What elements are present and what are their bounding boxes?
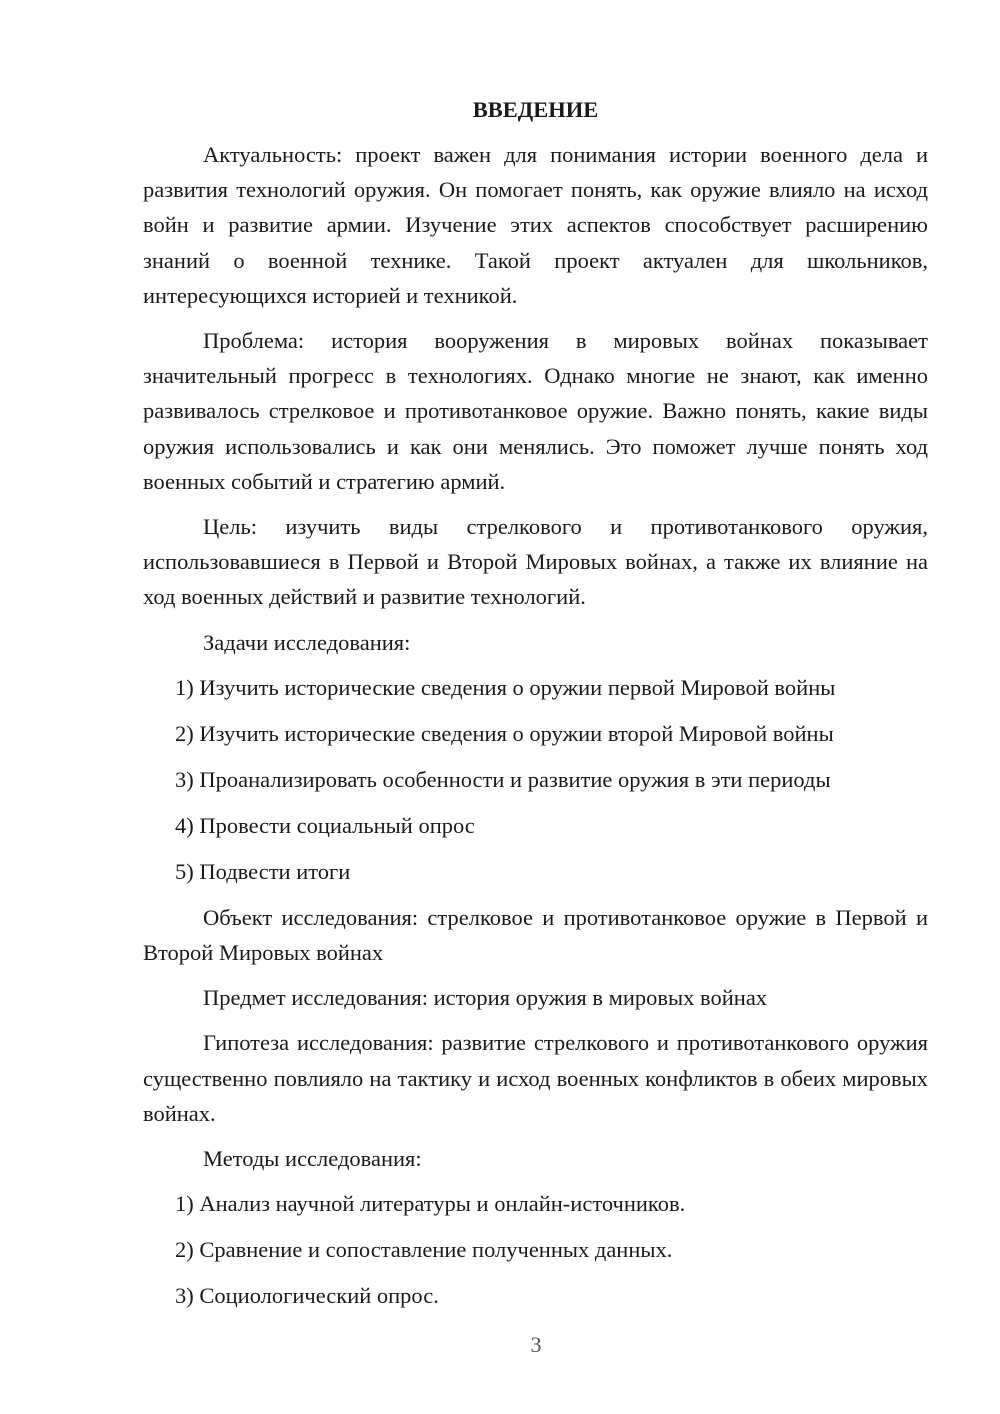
list-item: 3) Проанализировать особенности и развитие оружия в эти периоды	[175, 766, 831, 792]
problem-paragraph: Проблема: история вооружения в мировых войнах показывает значительный прогресс в технологиях. Однако многие не знают, как именно развивалось стрелковое и противотанковое оружие. Важно понять, какие виды оружия использовались и как они менялись. Это поможет лучше понять ход военных событий и стратегию армий.	[143, 328, 928, 494]
methods-heading: Методы исследования:	[203, 1146, 422, 1172]
list-item: 1) Изучить исторические сведения о оружии первой Мировой войны	[175, 674, 836, 700]
list-item: 1) Анализ научной литературы и онлайн-источников.	[175, 1191, 686, 1217]
relevance-paragraph: Актуальность: проект важен для понимания истории военного дела и развития технологий оружия. Он помогает понять, как оружие влияло на исход войн и развитие армии. Изучение этих аспектов способствует расширению знаний о военной технике. Такой проект актуален для школьников, интересующихся историей и техникой.	[143, 142, 928, 308]
page-number: 3	[530, 1332, 542, 1357]
tasks-heading: Задачи исследования:	[203, 629, 411, 655]
list-item: 4) Провести социальный опрос	[175, 812, 475, 838]
list-item: 2) Сравнение и сопоставление полученных данных.	[175, 1237, 673, 1263]
subject-paragraph: Предмет исследования: история оружия в мировых войнах	[203, 985, 768, 1011]
section-title: ВВЕДЕНИЕ	[472, 97, 599, 122]
tasks-list	[143, 670, 928, 889]
object-paragraph: Объект исследования: стрелковое и противотанковое оружие в Первой и Второй Мировых войнах	[143, 904, 928, 966]
list-item: 3) Социологический опрос.	[175, 1283, 439, 1309]
page-content	[143, 92, 928, 1324]
hypothesis-paragraph: Гипотеза исследования: развитие стрелкового и противотанкового оружия существенно повлияло на тактику и исход военных конфликтов в обеих мировых войнах.	[143, 1030, 928, 1126]
list-item: 5) Подвести итоги	[175, 858, 351, 884]
goal-paragraph: Цель: изучить виды стрелкового и противотанкового оружия, использовавшиеся в Первой и Второй Мировых войнах, а также их влияние на ход военных действий и развитие технологий.	[143, 514, 928, 610]
list-item: 2) Изучить исторические сведения о оружии второй Мировой войны	[175, 720, 834, 746]
methods-list	[143, 1186, 928, 1313]
